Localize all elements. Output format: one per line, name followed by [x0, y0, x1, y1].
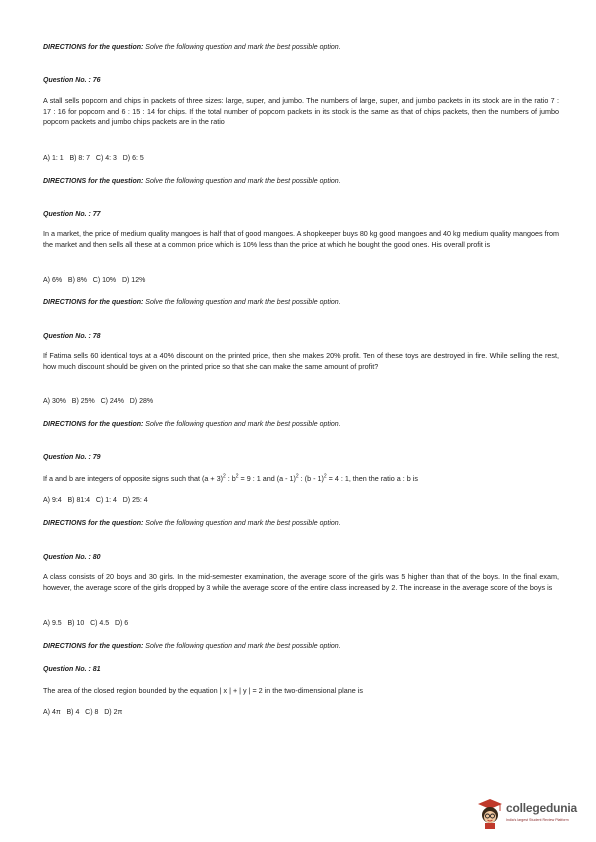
mascot-icon — [475, 796, 505, 830]
question-number: Question No. : 76 — [43, 77, 101, 84]
directions-label: DIRECTIONS for the question: — [43, 299, 144, 306]
exponent: 2 — [295, 473, 299, 480]
directions-line — [43, 642, 559, 651]
directions-text: Solve the following question and mark the best possible option. — [143, 520, 341, 527]
question-number: Question No. : 77 — [43, 211, 101, 218]
directions-text: Solve the following question and mark the best possible option. — [143, 178, 341, 185]
exponent: 2 — [223, 473, 226, 480]
question-options: A) 6% B) 8% C) 10% D) 12% — [43, 277, 146, 284]
question-text: If Fatima sells 60 identical toys at a 40% discount on the printed price, then she makes 20% profit. Ten of these toys are destroyed in fire. While selling the rest, how much discount should be given on the printed price so that she can make the same amount of profit? — [43, 351, 559, 371]
directions-line — [43, 43, 559, 52]
logo-tagline: India's largest Student Review Platform — [506, 818, 569, 822]
question-options: A) 9.5 B) 10 C) 4.5 D) 6 — [43, 620, 129, 627]
question-number: Question No. : 79 — [43, 454, 101, 461]
exponent: 2 — [323, 473, 327, 480]
question-text: In a market, the price of medium quality mangoes is half that of good mangoes. A shopkeeper buys 80 kg good mangoes and 40 kg medium quality mangoes from the market and then sells all these at a common price which is 10% less than the price at which he bought the good ones. His overall profit is — [43, 229, 559, 249]
question-options: A) 4π B) 4 C) 8 D) 2π — [43, 709, 123, 716]
directions-label: DIRECTIONS for the question: — [43, 520, 144, 527]
question-text: A class consists of 20 boys and 30 girls. In the mid-semester examination, the average score of the girls was 5 higher than that of the boys. In the final exam, however, the average score of the girls dropped by 3 while the average score of the entire class increased by 2. The increase in the average score of the boys is — [43, 572, 559, 592]
directions-text: Solve the following question and mark the best possible option. — [143, 643, 341, 650]
directions-text: Solve the following question and mark the best possible option. — [143, 421, 341, 428]
logo-name: collegedunia — [506, 801, 577, 815]
question-number: Question No. : 80 — [43, 554, 101, 561]
directions-label: DIRECTIONS for the question: — [43, 643, 144, 650]
question-text: A stall sells popcorn and chips in packets of three sizes: large, super, and jumbo. The numbers of large, super, and jumbo packets in its stock are in the ratio 7 : 17 : 16 for popcorn and 6 : 15 : 14 for chips. If the total number of popcorn packets in its stock is the same as that of chips packets, then the numbers of jumbo popcorn packets and jumbo chips packets are in the ratio — [43, 96, 559, 127]
collegedunia-logo — [475, 796, 587, 832]
question-options: A) 9:4 B) 81:4 C) 1: 4 D) 25: 4 — [43, 497, 148, 504]
question-options: A) 1: 1 B) 8: 7 C) 4: 3 D) 6: 5 — [43, 155, 144, 162]
directions-line — [43, 519, 559, 528]
question-options: A) 30% B) 25% C) 24% D) 28% — [43, 398, 154, 405]
question-text-part: If a and b are integers of opposite signs such that (a + 3) — [43, 474, 223, 483]
directions-label: DIRECTIONS for the question: — [43, 421, 144, 428]
question-text: The area of the closed region bounded by the equation | x | + | y | = 2 in the two-dimensional plane is — [43, 686, 363, 695]
directions-line — [43, 420, 559, 429]
exponent: 2 — [235, 473, 239, 480]
question-number: Question No. : 78 — [43, 333, 101, 340]
directions-label: DIRECTIONS for the question: — [43, 44, 144, 51]
question-text-part: : b — [225, 474, 236, 483]
question-number: Question No. : 81 — [43, 666, 101, 673]
question-text-part: = 4 : 1, then the ratio a : b is — [326, 474, 418, 483]
directions-text: Solve the following question and mark the best possible option. — [143, 44, 341, 51]
question-text-part: : (b - 1) — [298, 474, 324, 483]
question-text — [43, 474, 559, 485]
directions-line — [43, 177, 559, 186]
directions-text: Solve the following question and mark the best possible option. — [143, 299, 341, 306]
question-text-part: = 9 : 1 and (a - 1) — [238, 474, 296, 483]
directions-label: DIRECTIONS for the question: — [43, 178, 144, 185]
directions-line — [43, 298, 559, 307]
